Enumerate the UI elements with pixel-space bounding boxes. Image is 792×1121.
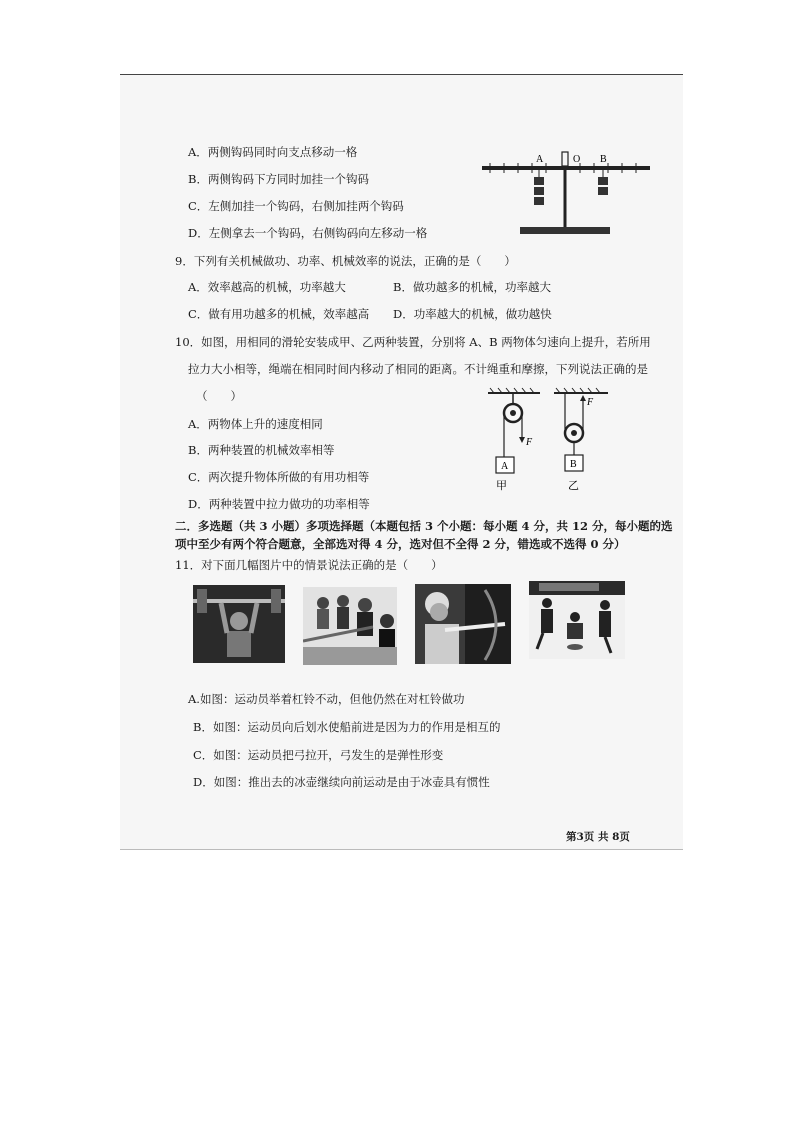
- pulley-diagram: [484, 387, 624, 499]
- q8-option-c: C．左侧加挂一个钩码，右侧加挂两个钩码: [188, 199, 404, 213]
- section2-heading-line2: 项中至少有两个符合题意，全部选对得 4 分，选对但不全得 2 分，错选或不选得 0 分）: [175, 537, 626, 551]
- force-label-left: F: [526, 437, 533, 448]
- yi-label: 乙: [568, 479, 579, 492]
- section2-heading-line1: 二．多选题（共 3 小题）多项选择题（本题包括 3 个小题：每小题 4 分，共 12 分，每小题的选: [175, 519, 673, 533]
- q11-stem: 11．对下面几幅图片中的情景说法正确的是（ ）: [175, 558, 443, 572]
- block-a-label: A: [501, 461, 509, 472]
- q9-option-a: A．效率越高的机械，功率越大: [188, 280, 346, 294]
- q10-option-b: B．两种装置的机械效率相等: [188, 443, 335, 457]
- weightlifting-photo: [193, 585, 285, 663]
- q10-option-c: C．两次提升物体所做的有用功相等: [188, 470, 370, 484]
- q9-stem: 9．下列有关机械做功、功率、机械效率的说法，正确的是（ ）: [175, 254, 516, 268]
- lever-label-a: A: [536, 154, 544, 165]
- curling-photo: [529, 581, 625, 659]
- q9-option-c: C．做有用功越多的机械，效率越高: [188, 307, 370, 321]
- archery-photo: [415, 584, 511, 664]
- jia-label: 甲: [496, 479, 507, 492]
- lever-label-o: O: [573, 154, 581, 165]
- q11-option-d: D．如图：推出去的冰壶继续向前运动是由于冰壶具有惯性: [193, 775, 490, 789]
- q10-stem-line1: 10．如图，用相同的滑轮安装成甲、乙两种装置，分别将 A、B 两物体匀速向上提升，若所用: [175, 335, 651, 349]
- q8-option-a: A．两侧钩码同时向支点移动一格: [188, 145, 358, 159]
- page-footer: 第3页 共 8页: [566, 831, 630, 843]
- lever-diagram: [480, 150, 652, 240]
- rowing-photo: [303, 587, 397, 665]
- block-b-label: B: [570, 459, 577, 470]
- exam-page: [120, 74, 683, 850]
- q9-option-d: D．功率越大的机械，做功越快: [393, 307, 552, 321]
- force-label-right: F: [587, 397, 594, 408]
- q10-option-d: D．两种装置中拉力做功的功率相等: [188, 497, 370, 511]
- q10-stem-line3: （ ）: [196, 389, 242, 403]
- q11-option-c: C．如图：运动员把弓拉开，弓发生的是弹性形变: [193, 748, 444, 762]
- q10-stem-line2: 拉力大小相等，绳端在相同时间内移动了相同的距离。不计绳重和摩擦，下列说法正确的是: [188, 362, 648, 376]
- q11-option-b: B．如图：运动员向后划水使船前进是因为力的作用是相互的: [193, 720, 501, 734]
- lever-label-b: B: [600, 154, 607, 165]
- q9-option-b: B．做功越多的机械，功率越大: [393, 280, 551, 294]
- q8-option-d: D．左侧拿去一个钩码，右侧钩码向左移动一格: [188, 226, 428, 240]
- q10-option-a: A．两物体上升的速度相同: [188, 417, 323, 431]
- q8-option-b: B．两侧钩码下方同时加挂一个钩码: [188, 172, 369, 186]
- q11-option-a: A.如图：运动员举着杠铃不动，但他仍然在对杠铃做功: [188, 692, 465, 706]
